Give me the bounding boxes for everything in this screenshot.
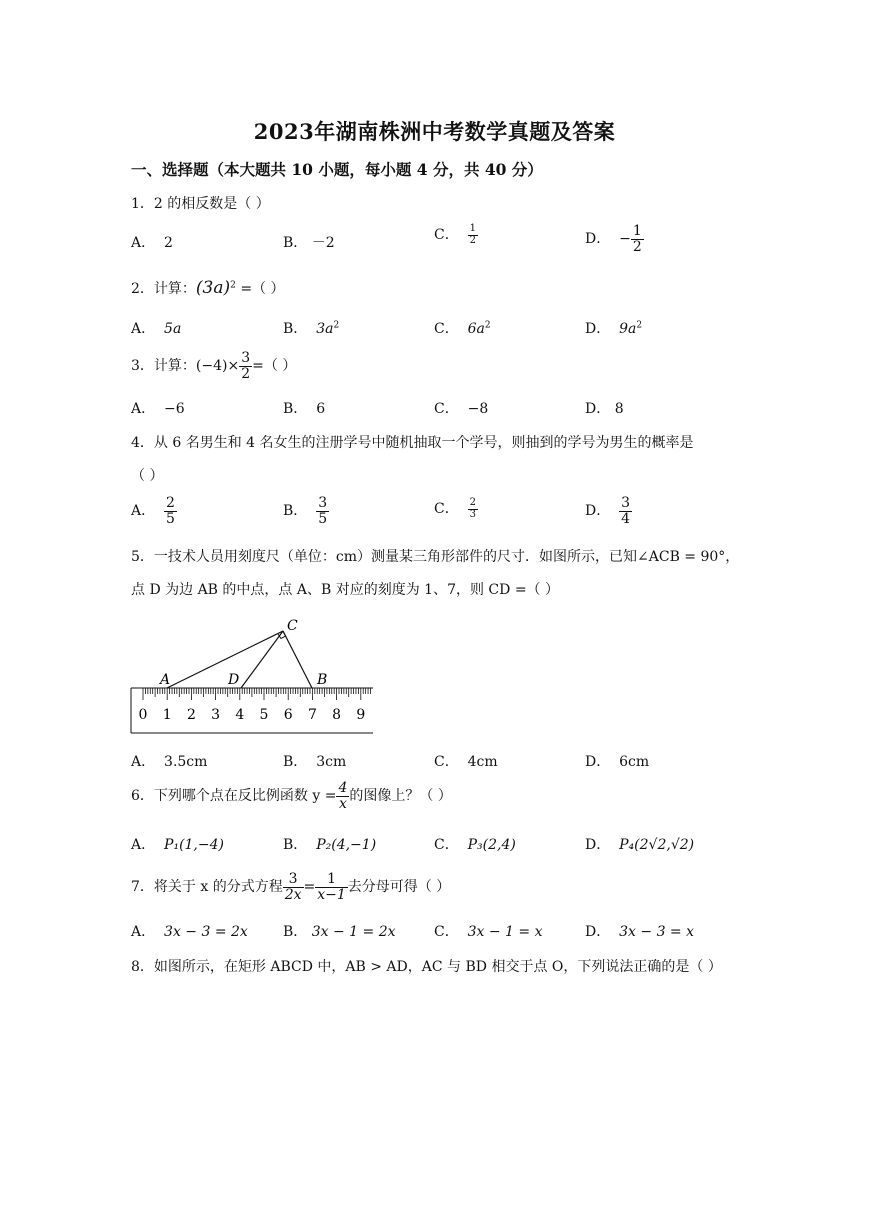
ruler-number-label: 5 [259, 707, 269, 723]
ruler-number-label: 2 [186, 707, 196, 723]
q3-option-a: A． −6 [131, 401, 185, 417]
question-7-stem: 7．将关于 x 的分式方程 $\frac{3}{2x}$ = $\frac{1}{x-1}$ 去分母可得（ ） [131, 871, 451, 903]
ruler-number-label: 1 [162, 707, 172, 723]
q3-option-c: C． −8 [434, 401, 489, 417]
q5-option-a: A． 3.5cm [131, 754, 208, 770]
question-4-stem-line1: 4．从 6 名男生和 4 名女生的注册学号中随机抽取一个学号，则抽到的学号为男生的概率是 [131, 435, 694, 451]
q6-option-b: B． P₂(4,−1) [283, 837, 377, 853]
q3-option-b: B． 6 [283, 401, 326, 417]
ruler-number-label: 4 [235, 707, 245, 723]
ruler-number-label: 6 [283, 707, 293, 723]
question-5-stem-line2: 点 D 为边 AB 的中点，点 A、B 对应的刻度为 1、7，则 CD =（ ） [131, 582, 560, 598]
q6-option-c: C． P₃(2,4) [434, 837, 516, 853]
ruler-number-label: 9 [356, 707, 366, 723]
segment-cd [241, 631, 283, 688]
question-6-stem: 6．下列哪个点在反比例函数 y = $\frac{4}{x}$ 的图像上？（ ） [131, 780, 452, 812]
ruler-triangle-figure [128, 612, 378, 736]
question-1-stem: 1．2 的相反数是（ ） [131, 196, 270, 212]
section-heading: 一、选择题（本大题共 10 小题，每小题 4 分，共 40 分） [131, 160, 543, 179]
q5-option-d: D． 6cm [585, 754, 650, 770]
question-3-stem: 3．计算：(−4)× $\frac{3}{2}$ =（ ） [131, 350, 297, 382]
q1-option-d: D． − $\frac{1}{2}$ [585, 223, 642, 255]
ruler-number-labels [139, 707, 366, 723]
segment-ac [167, 631, 283, 688]
q2-option-b: B． $3a^2$ [283, 320, 340, 337]
q6-option-a: A． P₁(1,−4) [131, 837, 224, 853]
q2-option-d: D． $9a^2$ [585, 320, 643, 337]
q1-option-c: C． $\frac{1}{2}$ [434, 223, 476, 246]
question-2-stem: 2．计算：$(3a)^2$ =（ ） [131, 278, 285, 298]
ruler-number-label: 7 [307, 707, 317, 723]
q4-option-c: C． $\frac{2}{3}$ [434, 497, 476, 520]
q7-option-d: D． 3x − 3 = x [585, 924, 695, 940]
question-4-stem-line2: （ ） [131, 468, 164, 484]
q3-option-d: D． 8 [585, 401, 624, 417]
question-8-stem: 8．如图所示，在矩形 ABCD 中，AB > AD，AC 与 BD 相交于点 O，下列说法正确的是（ ） [131, 959, 722, 975]
question-5-stem-line1: 5．一技术人员用刻度尺（单位：cm）测量某三角形部件的尺寸．如图所示，已知∠ACB = 90°， [131, 549, 740, 565]
page-title: 2023年湖南株洲中考数学真题及答案 [253, 119, 616, 144]
point-b-label: B [317, 672, 328, 688]
point-c-label: C [287, 618, 298, 634]
q7-option-b: B． 3x − 1 = 2x [283, 924, 396, 940]
q5-option-c: C． 4cm [434, 754, 498, 770]
point-a-label: A [160, 672, 171, 688]
q7-option-a: A． 3x − 3 = 2x [131, 924, 248, 940]
q6-option-d: D． P₄(2√2,√2) [585, 837, 695, 853]
q5-option-b: B． 3cm [283, 754, 347, 770]
q7-option-c: C． 3x − 1 = x [434, 924, 543, 940]
q4-option-a: A． $\frac{2}{5}$ [131, 495, 175, 527]
q1-option-a: A． 2 [131, 235, 173, 251]
ruler-number-label: 3 [211, 707, 221, 723]
q1-option-b: B． －2 [283, 235, 335, 251]
q2-option-a: A． 5a [131, 321, 182, 337]
point-d-label: D [228, 672, 240, 688]
ruler-number-label: 0 [138, 707, 148, 723]
segment-cb [283, 631, 312, 688]
q2-option-c: C． $6a^2$ [434, 320, 491, 337]
q4-option-d: D． $\frac{3}{4}$ [585, 495, 631, 527]
ruler-number-label: 8 [332, 707, 342, 723]
q4-option-b: B． $\frac{3}{5}$ [283, 495, 328, 527]
ruler-ticks [143, 688, 370, 700]
